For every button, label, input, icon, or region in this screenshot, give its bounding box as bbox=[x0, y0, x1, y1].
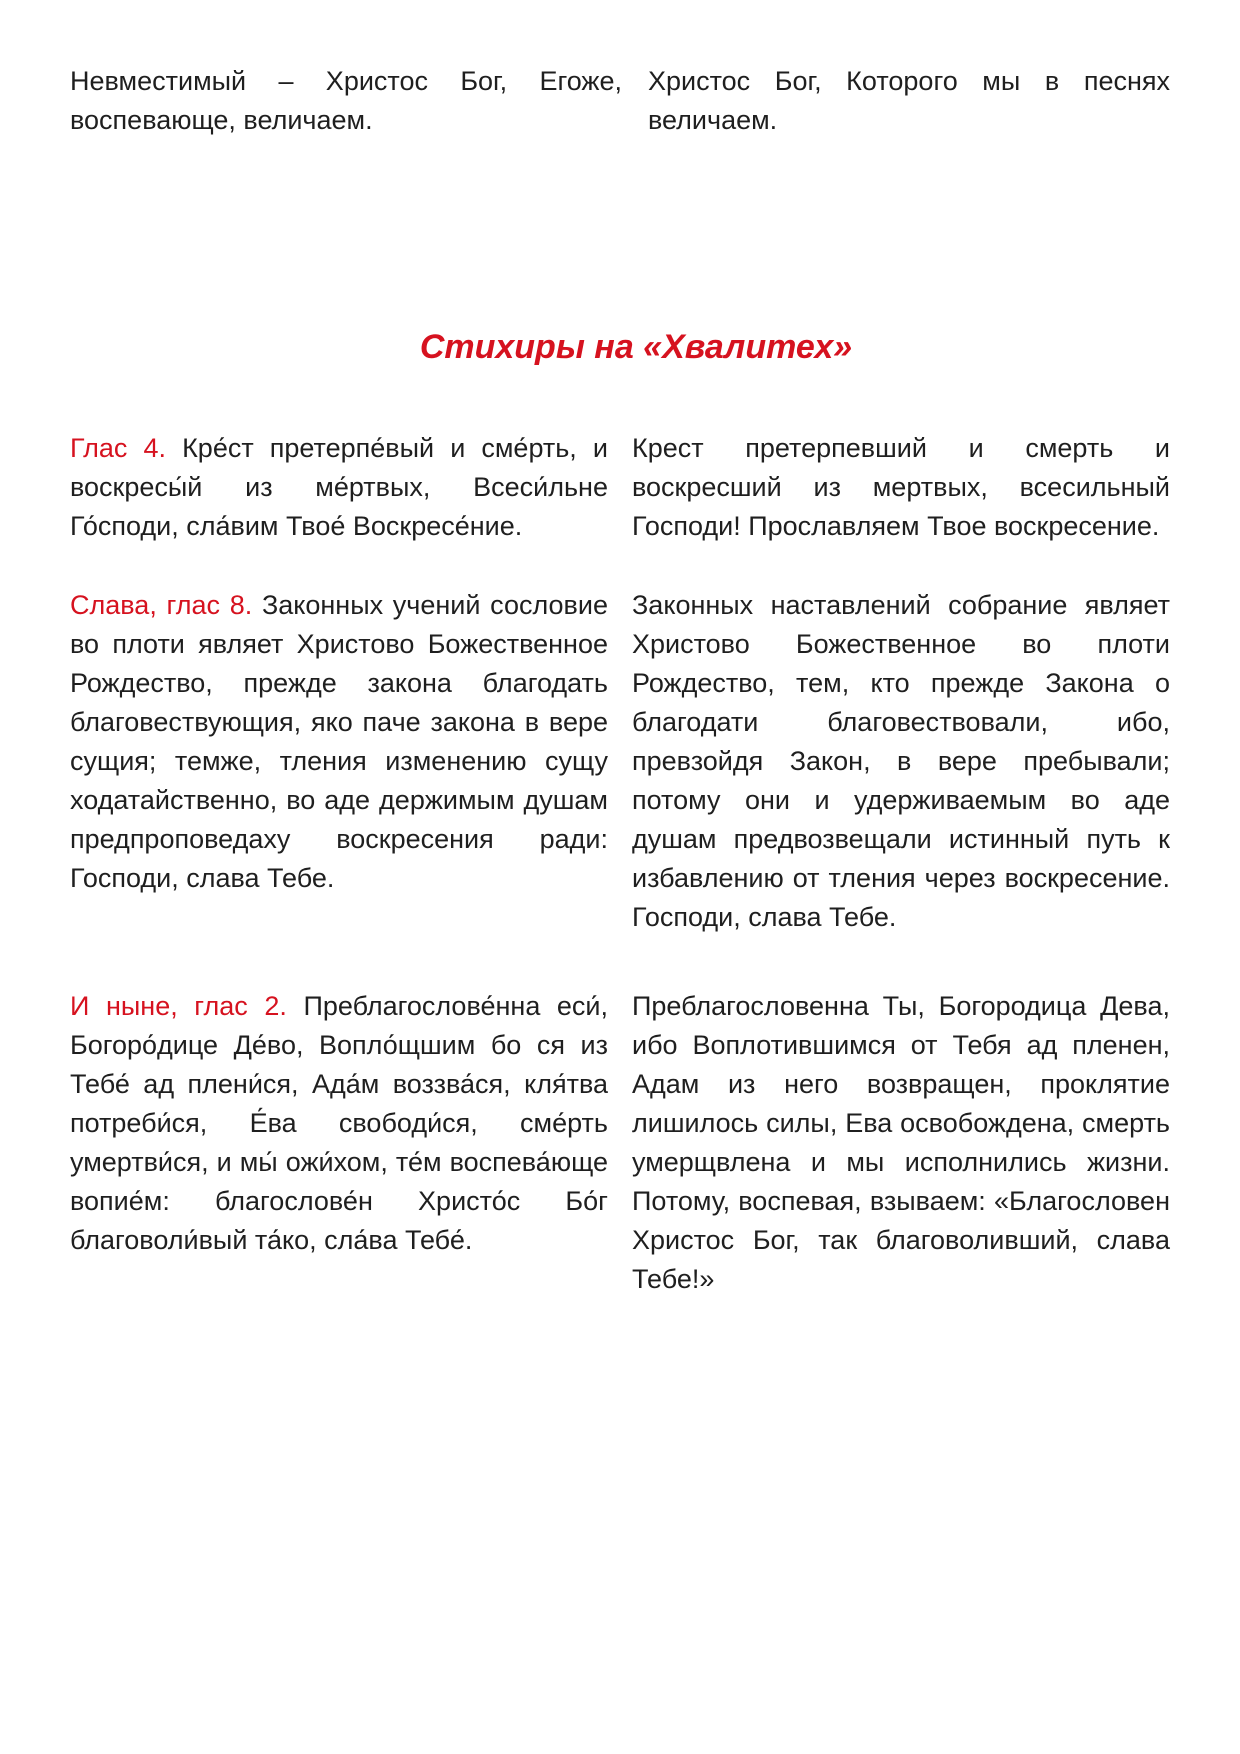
continuation-church-slavonic: Невместимый – Христос Бог, Егоже, воспевающе, величаем. bbox=[70, 66, 622, 135]
continuation-row bbox=[70, 62, 1170, 140]
tone-label: Слава, глас 8. bbox=[70, 590, 253, 620]
sticheron-church-slavonic bbox=[70, 586, 608, 937]
tone-label: И ныне, глас 2. bbox=[70, 991, 287, 1021]
continuation-russian: Христос Бог, Которого мы в песнях величаем. bbox=[648, 66, 1170, 135]
sticheron-church-slavonic bbox=[70, 987, 608, 1299]
page bbox=[70, 62, 1170, 1299]
sticheron-row bbox=[70, 987, 1170, 1299]
sticheron-row bbox=[70, 429, 1170, 546]
tone-label: Глас 4. bbox=[70, 433, 166, 463]
sticheron-row bbox=[70, 586, 1170, 937]
sticheron-text: Законных учений сословие во плоти являет Христово Божественное Рождество, прежде закона благодать благовествующия, яко паче закона в вере сущия; темже, тления изменению сущу ходатайственно, во аде держимым душам предпроповедаху воскресения ради: Господи, слава Тебе. bbox=[70, 590, 608, 893]
sticheron-russian: Законных наставлений собрание являет Христово Божественное во плоти Рождество, тем, кто прежде Закона о благодати благовествовали, ибо, превзойдя Закон, в вере пребывали; потому они и удерживаемым во аде душам предвозвещали истинный путь к избавлению от тления через воскресение. Господи, слава Тебе. bbox=[632, 590, 1170, 932]
sticheron-text: Кре́ст претерпе́вый и сме́рть, и воскресы́й из ме́ртвых, Всеси́льне Го́споди, сла́вим Твое́ Воскресе́ние. bbox=[70, 433, 608, 541]
sticheron-russian: Преблагословенна Ты, Богородица Дева, ибо Воплотившимся от Тебя ад пленен, Адам из него возвращен, проклятие лишилось силы, Ева освобождена, смерть умерщвлена и мы исполнились жизни. Потому, воспевая, взываем: «Благословен Христос Бог, так благоволивший, слава Тебе!» bbox=[632, 991, 1170, 1294]
sticheron-church-slavonic bbox=[70, 429, 608, 546]
sticheron-russian: Крест претерпевший и смерть и воскресший из мертвых, всесильный Господи! Прославляем Твое воскресение. bbox=[632, 433, 1170, 541]
section-title: Стихиры на «Хвалитех» bbox=[419, 328, 853, 366]
sticheron-text: Преблагослове́нна еси́, Богоро́дице Де́во, Вопло́щшим бо ся из Тебе́ ад плени́ся, Ада́м воззва́ся, кля́тва потреби́ся, Е́ва свободи́ся, сме́рть умертви́ся, и мы́ ожи́хом, те́м воспева́юще вопие́м: благослове́н Христо́с Бо́г благоволи́вый та́ко, сла́ва Тебе́. bbox=[70, 991, 608, 1255]
